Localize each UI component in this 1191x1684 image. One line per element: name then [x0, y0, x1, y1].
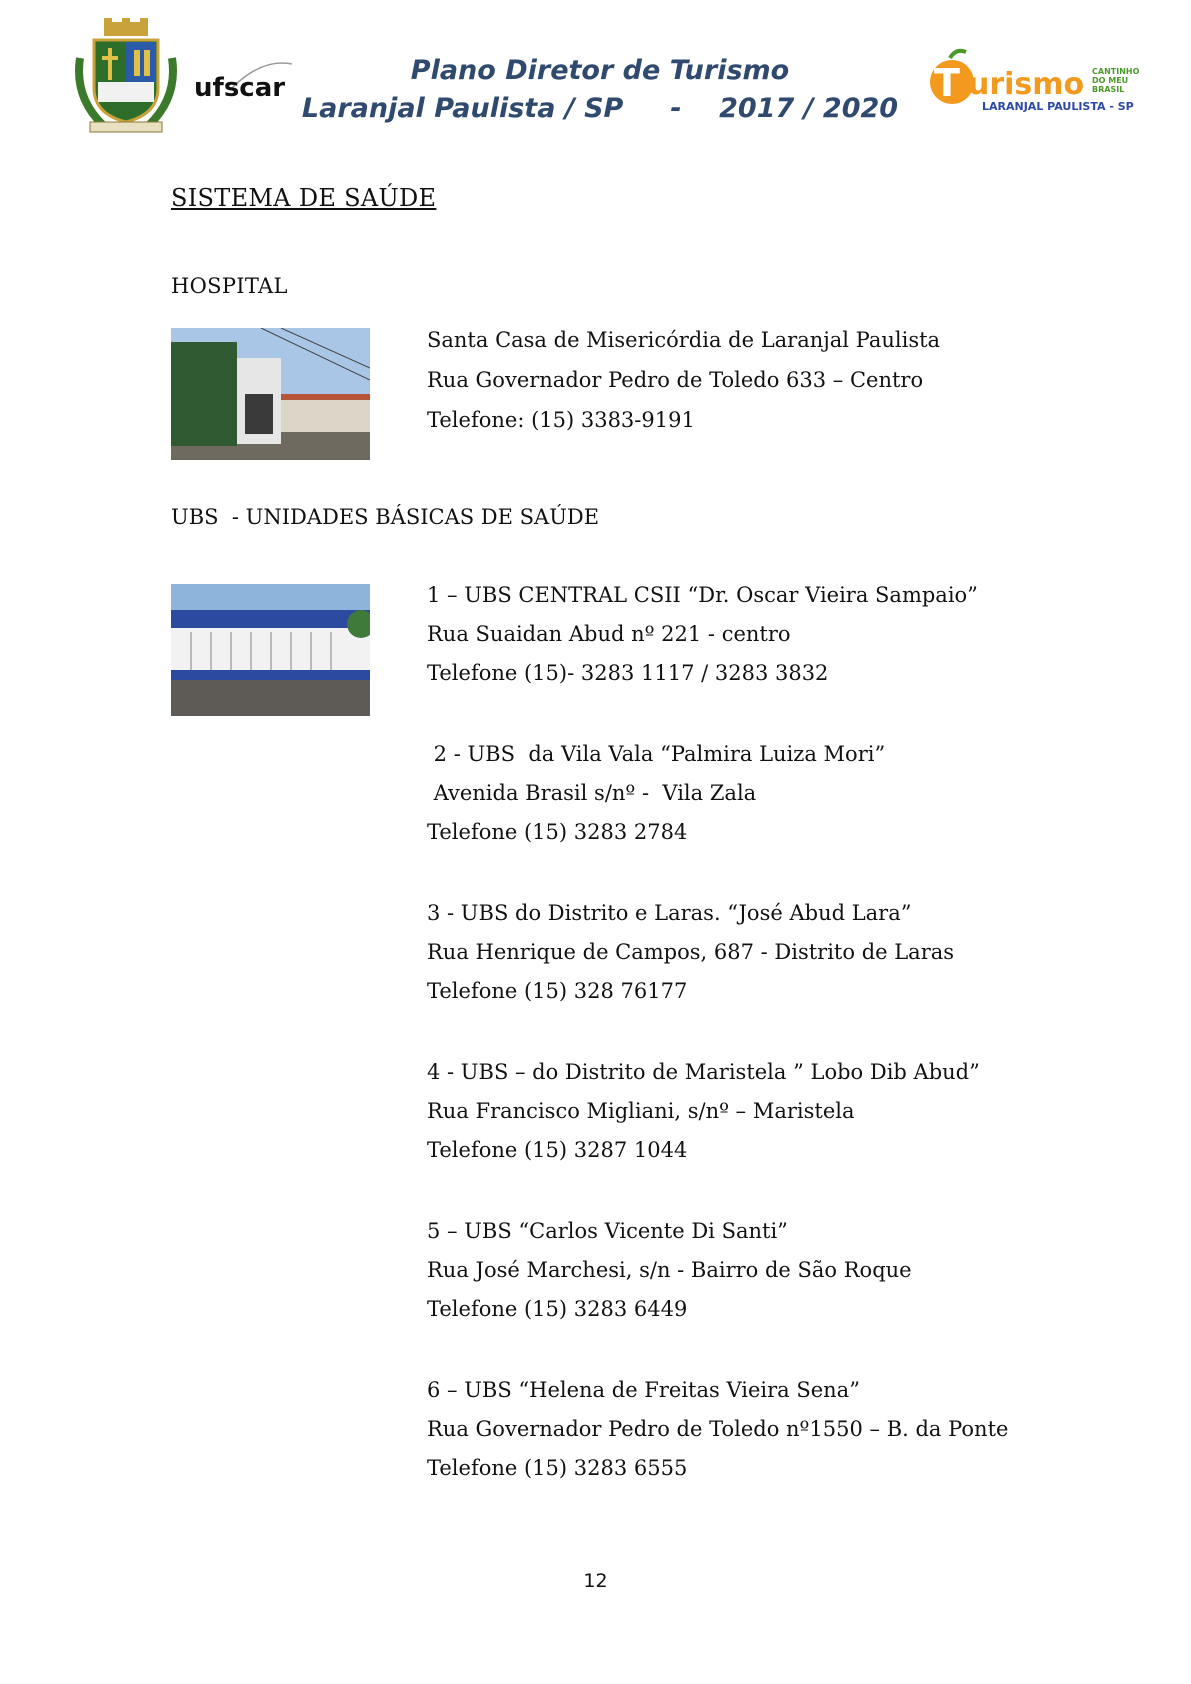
hospital-entry [427, 320, 940, 440]
ufscar-logo [192, 58, 298, 108]
hospital-photo [171, 328, 370, 460]
ubs-unit-2 [427, 735, 885, 852]
ubs-unit-1 [427, 576, 978, 693]
ubs-heading: UBS - UNIDADES BÁSICAS DE SAÚDE [171, 505, 600, 529]
section-title: SISTEMA DE SAÚDE [171, 184, 437, 212]
turismo-laranjal-logo [920, 44, 1148, 122]
ubs-unit-address: Rua Francisco Migliani, s/nº – Maristela [427, 1099, 855, 1123]
ubs-central-photo [171, 584, 370, 716]
svg-text:LARANJAL PAULISTA - SP: LARANJAL PAULISTA - SP [982, 100, 1134, 113]
ubs-unit-address: Rua Henrique de Campos, 687 - Distrito de Laras [427, 940, 955, 964]
ubs-unit-address: Rua José Marchesi, s/n - Bairro de São Roque [427, 1258, 912, 1282]
svg-text:ufscar: ufscar [194, 73, 286, 103]
ubs-unit-4 [427, 1053, 980, 1170]
ubs-unit-phone: Telefone (15) 3287 1044 [427, 1138, 688, 1162]
ubs-unit-address: Avenida Brasil s/nº - Vila Zala [427, 781, 757, 805]
hospital-heading: HOSPITAL [171, 274, 288, 298]
svg-text:CANTINHO: CANTINHO [1092, 67, 1140, 76]
header-title-line2: Laranjal Paulista / SP - 2017 / 2020 [301, 93, 899, 124]
ubs-unit-phone: Telefone (15) 3283 6449 [427, 1297, 688, 1321]
hospital-name: Santa Casa de Misericórdia de Laranjal Paulista [427, 328, 941, 352]
svg-text:T: T [934, 61, 960, 105]
svg-text:DO MEU: DO MEU [1092, 76, 1129, 85]
ubs-unit-3 [427, 894, 954, 1011]
municipal-coat-of-arms-logo [74, 18, 178, 136]
ubs-unit-6 [427, 1371, 1008, 1488]
ubs-unit-phone: Telefone (15) 328 76177 [427, 979, 688, 1003]
header-title-line1: Plano Diretor de Turismo [410, 55, 790, 86]
ubs-unit-name: 6 – UBS “Helena de Freitas Vieira Sena” [427, 1378, 860, 1402]
ubs-unit-name: 5 – UBS “Carlos Vicente Di Santi” [427, 1219, 788, 1243]
ubs-unit-name: 3 - UBS do Distrito e Laras. “José Abud Lara” [427, 901, 912, 925]
ubs-unit-phone: Telefone (15) 3283 6555 [427, 1456, 688, 1480]
hospital-address: Rua Governador Pedro de Toledo 633 – Centro [427, 368, 924, 392]
ubs-unit-address: Rua Governador Pedro de Toledo nº1550 – B. da Ponte [427, 1417, 1009, 1441]
page-number: 12 [583, 1570, 608, 1592]
ubs-unit-5 [427, 1212, 912, 1329]
svg-text:BRASIL: BRASIL [1092, 85, 1125, 94]
ubs-unit-name: 1 – UBS CENTRAL CSII “Dr. Oscar Vieira Sampaio” [427, 583, 978, 607]
svg-text:urismo: urismo [968, 67, 1085, 102]
ubs-unit-name: 4 - UBS – do Distrito de Maristela ” Lobo Dib Abud” [427, 1060, 980, 1084]
ubs-unit-address: Rua Suaidan Abud nº 221 - centro [427, 622, 791, 646]
ubs-unit-phone: Telefone (15)- 3283 1117 / 3283 3832 [427, 661, 829, 685]
ubs-unit-phone: Telefone (15) 3283 2784 [427, 820, 688, 844]
hospital-phone: Telefone: (15) 3383-9191 [427, 408, 695, 432]
ubs-unit-name: 2 - UBS da Vila Vala “Palmira Luiza Mori” [427, 742, 886, 766]
